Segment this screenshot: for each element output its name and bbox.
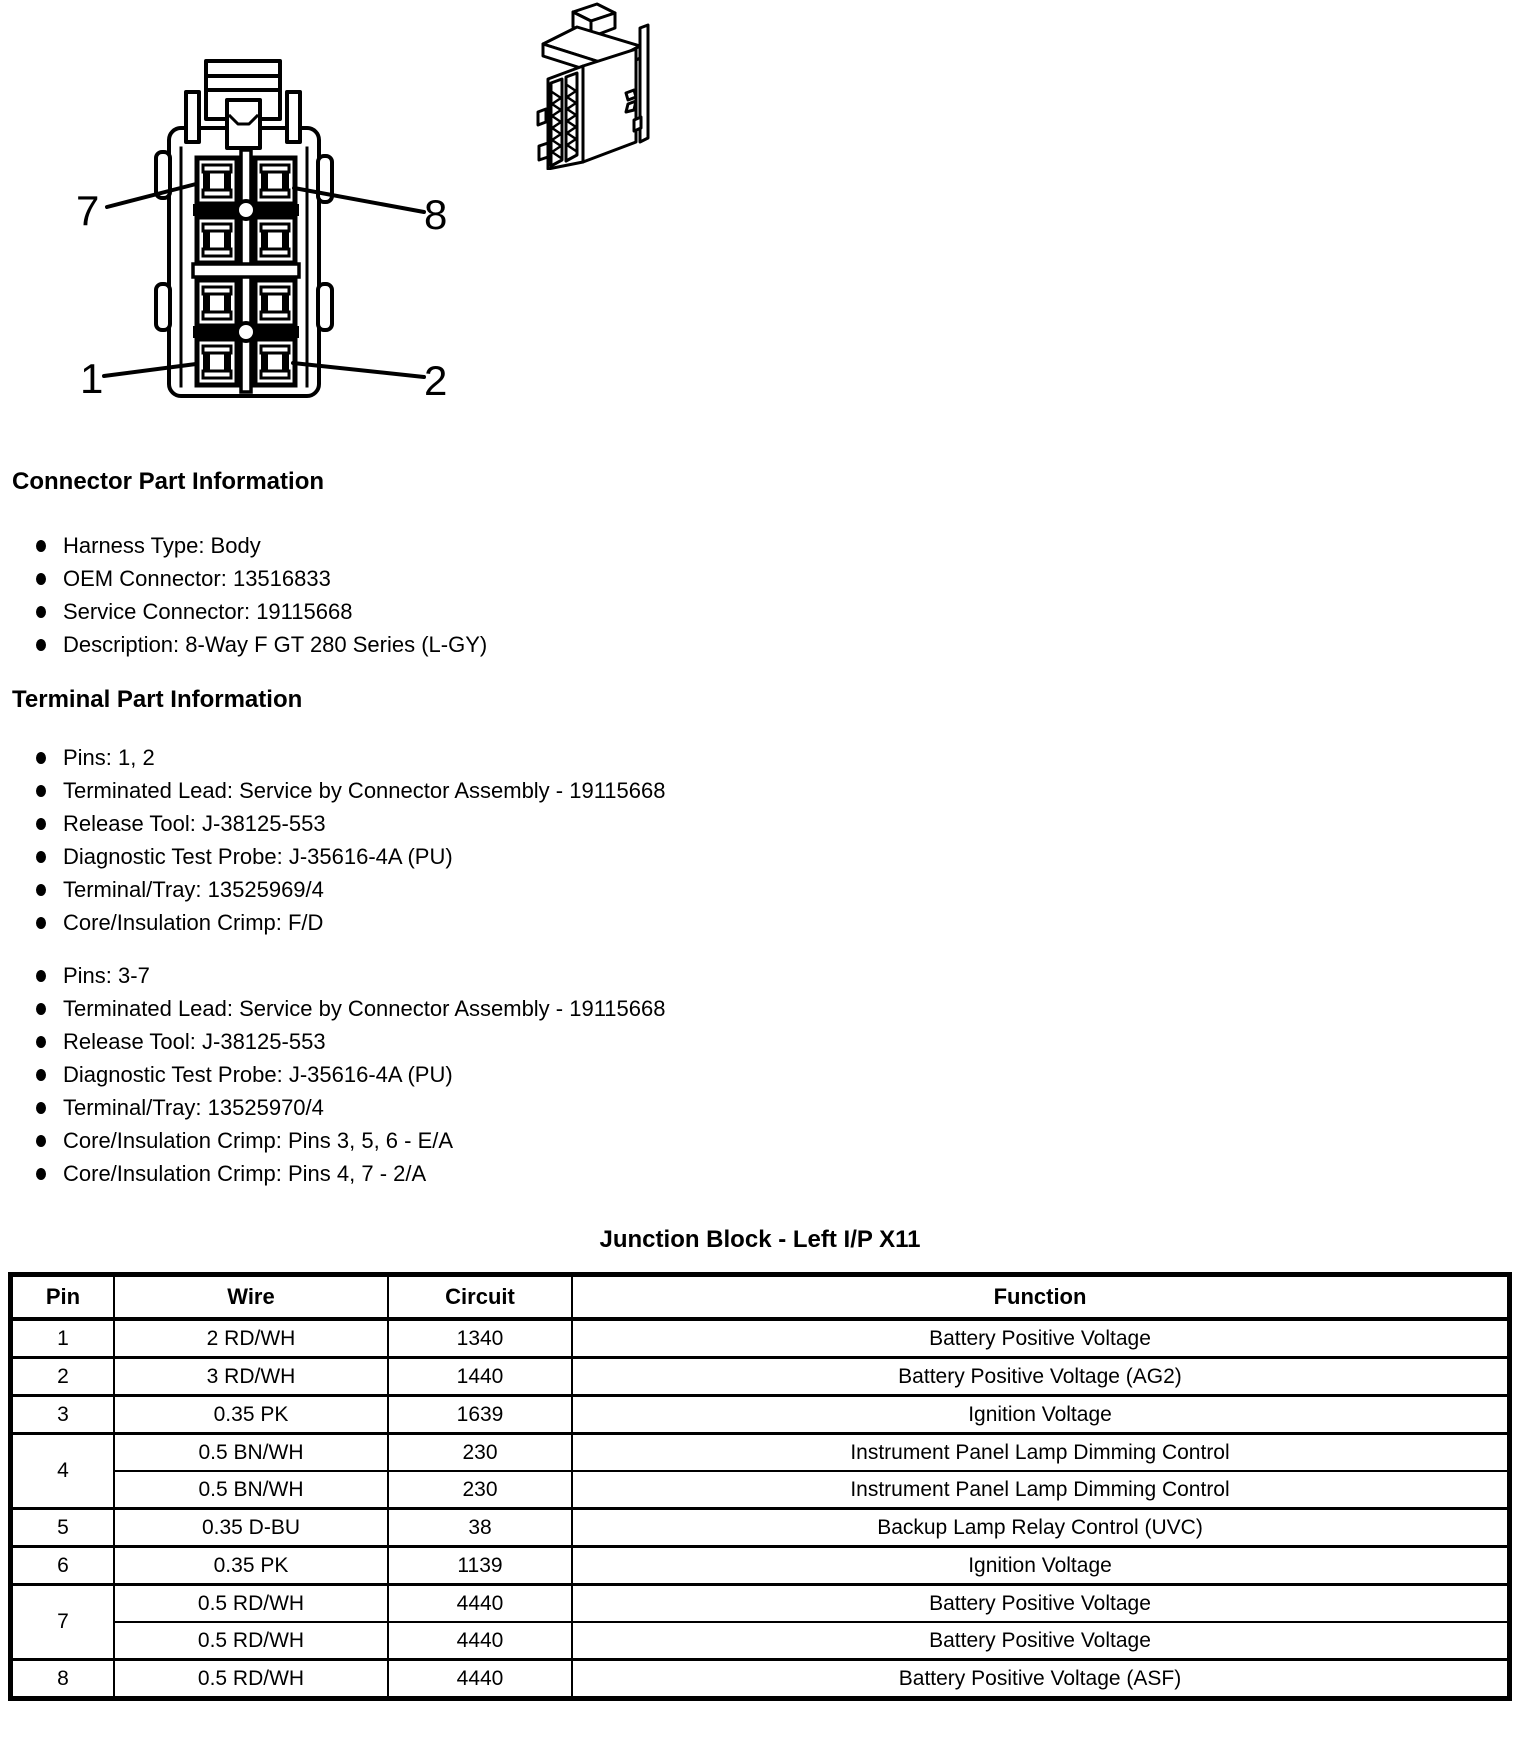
wire-cell: 0.5 BN/WH <box>114 1434 388 1472</box>
junction-block-pinout-table <box>8 1272 1512 1701</box>
pin-cell: 8 <box>11 1660 115 1699</box>
table-row <box>11 1509 1510 1547</box>
wire-cell: 0.35 PK <box>114 1547 388 1585</box>
circuit-cell: 1139 <box>388 1547 572 1585</box>
terminal-pins-3-7-list <box>36 959 666 1190</box>
circuit-cell: 38 <box>388 1509 572 1547</box>
pin-cell: 4 <box>11 1434 115 1509</box>
table-row <box>11 1622 1510 1660</box>
circuit-cell: 4440 <box>388 1585 572 1623</box>
terminal-pins-1-2-list <box>36 741 666 939</box>
function-cell: Battery Positive Voltage (ASF) <box>572 1660 1510 1699</box>
wire-cell: 2 RD/WH <box>114 1319 388 1358</box>
callout-pin-2: 2 <box>424 357 448 404</box>
table-row <box>11 1547 1510 1585</box>
wire-cell: 0.35 PK <box>114 1396 388 1434</box>
circuit-cell: 1440 <box>388 1358 572 1396</box>
bullet-item: Core/Insulation Crimp: F/D <box>36 906 666 939</box>
table-header-row <box>11 1275 1510 1320</box>
bullet-item: Pins: 1, 2 <box>36 741 666 774</box>
function-cell: Backup Lamp Relay Control (UVC) <box>572 1509 1510 1547</box>
wire-cell: 0.5 RD/WH <box>114 1660 388 1699</box>
table-title: Junction Block - Left I/P X11 <box>599 1226 921 1253</box>
bullet-item: Core/Insulation Crimp: Pins 4, 7 - 2/A <box>36 1157 666 1190</box>
pin-cell: 6 <box>11 1547 115 1585</box>
table-row <box>11 1660 1510 1699</box>
circuit-cell: 4440 <box>388 1660 572 1699</box>
bullet-item: Release Tool: J-38125-553 <box>36 1025 666 1058</box>
table-row <box>11 1319 1510 1358</box>
bullet-item: Terminal/Tray: 13525970/4 <box>36 1091 666 1124</box>
circuit-cell: 230 <box>388 1434 572 1472</box>
function-cell: Ignition Voltage <box>572 1547 1510 1585</box>
connector-part-info-list <box>36 529 487 661</box>
circuit-cell: 1340 <box>388 1319 572 1358</box>
column-header-pin: Pin <box>11 1275 115 1320</box>
column-header-circuit: Circuit <box>388 1275 572 1320</box>
callout-pin-8: 8 <box>424 191 448 238</box>
connector-part-info-heading: Connector Part Information <box>12 468 325 495</box>
table-row <box>11 1434 1510 1472</box>
function-cell: Ignition Voltage <box>572 1396 1510 1434</box>
callout-pin-1: 1 <box>80 355 104 402</box>
bullet-item: Pins: 3-7 <box>36 959 666 992</box>
connector-front-view-diagram <box>95 50 435 400</box>
circuit-cell: 1639 <box>388 1396 572 1434</box>
connector-iso-view-diagram <box>535 0 650 170</box>
column-header-function: Function <box>572 1275 1510 1320</box>
function-cell: Battery Positive Voltage <box>572 1622 1510 1660</box>
bullet-item: Description: 8-Way F GT 280 Series (L-GY) <box>36 628 487 661</box>
bullet-item: Core/Insulation Crimp: Pins 3, 5, 6 - E/A <box>36 1124 666 1157</box>
circuit-cell: 230 <box>388 1471 572 1509</box>
bullet-item: Terminated Lead: Service by Connector Assembly - 19115668 <box>36 774 666 807</box>
table-row <box>11 1471 1510 1509</box>
wire-cell: 0.5 BN/WH <box>114 1471 388 1509</box>
bullet-item: Diagnostic Test Probe: J-35616-4A (PU) <box>36 1058 666 1091</box>
bullet-item: OEM Connector: 13516833 <box>36 562 487 595</box>
function-cell: Battery Positive Voltage (AG2) <box>572 1358 1510 1396</box>
table-row <box>11 1396 1510 1434</box>
circuit-cell: 4440 <box>388 1622 572 1660</box>
function-cell: Instrument Panel Lamp Dimming Control <box>572 1434 1510 1472</box>
pin-cell: 7 <box>11 1585 115 1660</box>
terminal-part-info-heading: Terminal Part Information <box>12 686 303 713</box>
pin-cell: 2 <box>11 1358 115 1396</box>
table-row <box>11 1585 1510 1623</box>
pin-cell: 3 <box>11 1396 115 1434</box>
wire-cell: 0.5 RD/WH <box>114 1622 388 1660</box>
bullet-item: Harness Type: Body <box>36 529 487 562</box>
function-cell: Instrument Panel Lamp Dimming Control <box>572 1471 1510 1509</box>
function-cell: Battery Positive Voltage <box>572 1585 1510 1623</box>
pin-cell: 1 <box>11 1319 115 1358</box>
bullet-item: Diagnostic Test Probe: J-35616-4A (PU) <box>36 840 666 873</box>
pin-cell: 5 <box>11 1509 115 1547</box>
callout-pin-7: 7 <box>76 187 100 234</box>
wire-cell: 0.35 D-BU <box>114 1509 388 1547</box>
bullet-item: Terminated Lead: Service by Connector Assembly - 19115668 <box>36 992 666 1025</box>
column-header-wire: Wire <box>114 1275 388 1320</box>
wire-cell: 3 RD/WH <box>114 1358 388 1396</box>
bullet-item: Service Connector: 19115668 <box>36 595 487 628</box>
table-row <box>11 1358 1510 1396</box>
bullet-item: Release Tool: J-38125-553 <box>36 807 666 840</box>
wire-cell: 0.5 RD/WH <box>114 1585 388 1623</box>
function-cell: Battery Positive Voltage <box>572 1319 1510 1358</box>
bullet-item: Terminal/Tray: 13525969/4 <box>36 873 666 906</box>
